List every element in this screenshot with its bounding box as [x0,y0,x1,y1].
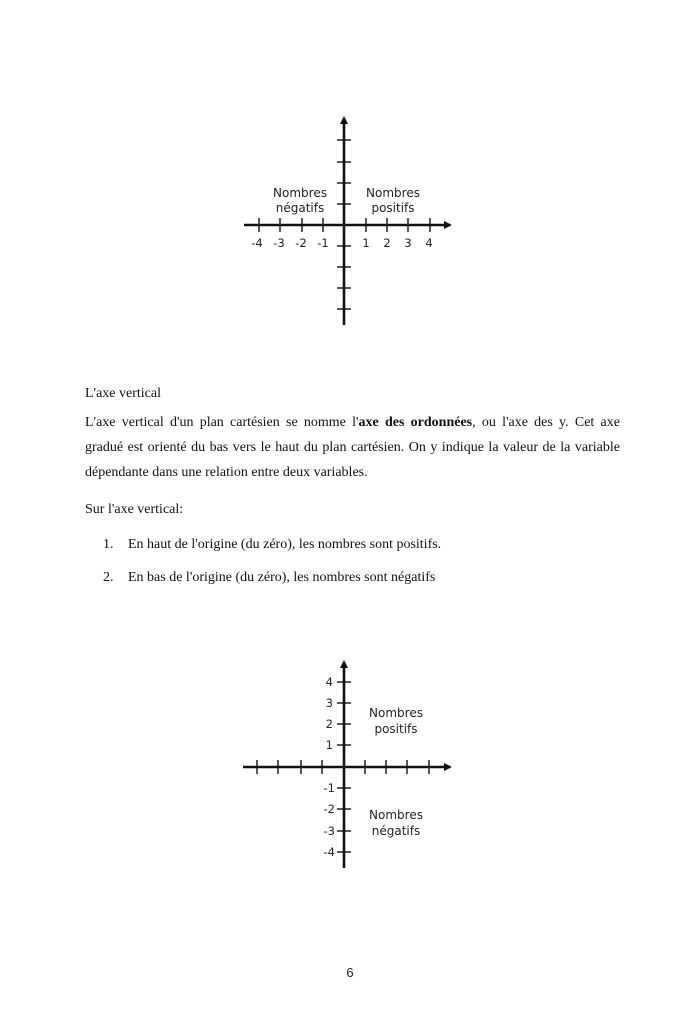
y-tick-label: 3 [325,696,333,710]
x-tick-label: -4 [251,236,263,250]
y-tick-label: 4 [325,675,333,689]
page-number: 6 [346,965,354,980]
list-item [103,570,435,586]
paragraph-part2: , ou l'axe des y. Cet axe gradué est orienté du bas vers le haut du plan cartésien. On y indique la valeur de la variable dépendante dans une relation entre deux variables. [85,415,620,480]
positive-label-line2: positifs [371,201,415,215]
x-tick-label: 2 [383,236,391,250]
negative-label-line1: Nombres [273,186,327,200]
x-tick-label: -1 [317,236,329,250]
paragraph-part1: L'axe vertical d'un plan cartésien se nomme l' [85,415,359,430]
negative-label-line2: négatifs [371,824,421,838]
y-tick-label: 1 [325,738,333,752]
figure1-region-labels [273,186,420,215]
figure1-x-tick-labels [251,236,432,250]
figure1-axes [244,118,450,325]
x-tick-label: -3 [273,236,285,250]
positive-label-line1: Nombres [366,186,420,200]
y-tick-label: 2 [325,717,333,731]
paragraph-axe-ordonnees [85,410,620,485]
figure2-region-labels [369,706,423,838]
negative-label-line2: négatifs [275,201,325,215]
list-item-number: 1. [103,537,114,552]
list-item-number: 2. [103,570,114,585]
y-tick-label: -2 [323,802,335,816]
positive-label-line2: positifs [374,722,418,736]
x-tick-label: 4 [425,236,433,250]
y-tick-label: -4 [323,845,335,859]
x-tick-label: 3 [404,236,412,250]
list-item-text: En bas de l'origine (du zéro), les nombres sont négatifs [128,570,436,585]
list-intro: Sur l'axe vertical: [85,502,184,517]
negative-label-line1: Nombres [369,808,423,822]
y-tick-label: -1 [323,781,335,795]
list-item-text: En haut de l'origine (du zéro), les nombres sont positifs. [128,537,442,552]
y-tick-label: -3 [323,824,335,838]
paragraph-bold-term: axe des ordonnées [358,415,473,430]
list-item [103,537,441,553]
x-tick-label: -2 [295,236,307,250]
positive-label-line1: Nombres [369,706,423,720]
section-heading: L'axe vertical [85,386,161,401]
x-tick-label: 1 [362,236,370,250]
